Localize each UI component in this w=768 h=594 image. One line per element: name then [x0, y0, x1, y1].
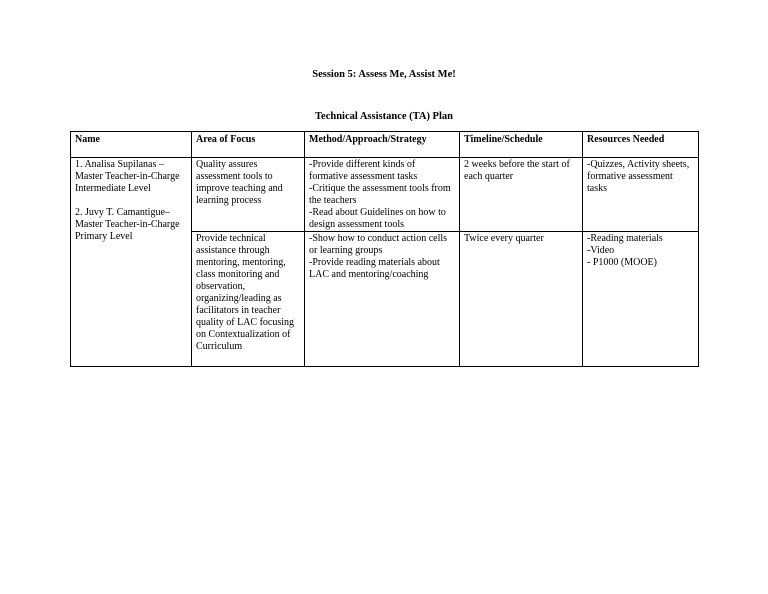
timeline-cell: Twice every quarter — [460, 232, 583, 367]
name-entry: 1. Analisa Supilanas – Master Teacher-in-Charge Intermediate Level — [75, 159, 180, 194]
ta-plan-table — [70, 131, 699, 367]
header-name: Name — [71, 132, 192, 158]
name-entry: 2. Juvy T. Camantigue– Master Teacher-in-Charge Primary Level — [75, 207, 180, 242]
header-area-of-focus: Area of Focus — [192, 132, 305, 158]
resources-cell: -Reading materials -Video - P1000 (MOOE) — [583, 232, 699, 367]
method-cell: -Provide different kinds of formative assessment tasks -Critique the assessment tools from the teachers -Read about Guidelines on how to design assessment tools — [305, 158, 460, 232]
focus-cell: Quality assures assessment tools to improve teaching and learning process — [192, 158, 305, 232]
table-header-row — [71, 132, 699, 158]
header-timeline: Timeline/Schedule — [460, 132, 583, 158]
name-cell — [71, 158, 192, 367]
resources-cell: -Quizzes, Activity sheets, formative assessment tasks — [583, 158, 699, 232]
session-title: Session 5: Assess Me, Assist Me! — [312, 69, 456, 80]
method-cell: -Show how to conduct action cells or learning groups -Provide reading materials about LAC and mentoring/coaching — [305, 232, 460, 367]
header-method: Method/Approach/Strategy — [305, 132, 460, 158]
timeline-cell: 2 weeks before the start of each quarter — [460, 158, 583, 232]
header-resources: Resources Needed — [583, 132, 699, 158]
table-row — [71, 158, 699, 232]
plan-title: Technical Assistance (TA) Plan — [315, 111, 453, 122]
focus-cell: Provide technical assistance through mentoring, mentoring, class monitoring and observation, organizing/leading as facilitators in teacher quality of LAC focusing on Contextualization of Curriculum — [192, 232, 305, 367]
